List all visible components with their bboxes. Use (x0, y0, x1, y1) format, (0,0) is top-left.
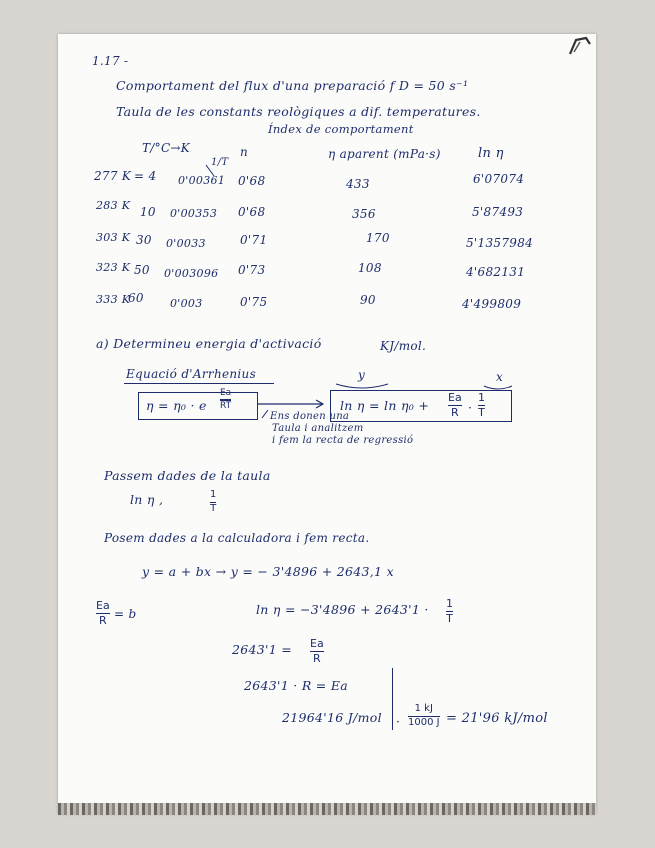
cell-inv-t: 0'0033 (166, 237, 206, 250)
header-ln-eta: ln η (478, 146, 504, 161)
one-over-t-fraction (478, 392, 485, 418)
cell-ln-eta: 4'499809 (462, 297, 522, 311)
step-1-fraction: Ea R (310, 637, 324, 665)
x-marker: x (496, 370, 504, 384)
cell-eta: 433 (346, 177, 370, 191)
ea-over-r-label: Ea R (96, 599, 110, 627)
regression-line: y = a + bx → y = − 3'4896 + 2643,1 x (142, 564, 394, 579)
cell-n: 0'71 (240, 233, 268, 247)
binder-clip-icon (566, 36, 592, 56)
cell-n: 0'68 (238, 205, 266, 219)
cell-ln-eta: 6'07074 (473, 172, 525, 186)
step-2: 2643'1 · R = Ea (244, 678, 349, 693)
step-1: 2643'1 = (232, 642, 293, 657)
cell-eta: 356 (352, 207, 376, 221)
section-a-title: a) Determineu energia d'activació (96, 336, 322, 351)
note-line-3: i fem la recta de regressió (272, 435, 414, 446)
arrhenius-label: Equació d'Arrhenius (126, 367, 257, 381)
arrhenius-equation: η = η₀ · e (146, 398, 207, 413)
ea-over-r-fraction (448, 392, 462, 418)
fraction-numerator: Ea (448, 391, 462, 404)
cell-inv-t: 0'00361 (178, 174, 226, 187)
final-result: = 21'96 kJ/mol (446, 711, 548, 726)
cell-celsius: 60 (128, 291, 144, 305)
header-temperature: T/°C→K (142, 141, 191, 155)
cell-kelvin: 303 K (96, 231, 131, 244)
cell-kelvin: 333 K (96, 293, 131, 306)
conversion-divider (392, 668, 393, 730)
exponent-denominator: RT (220, 400, 232, 411)
equals-b: = b (114, 607, 137, 621)
header-eta-apparent: η aparent (mPa·s) (328, 147, 441, 161)
cell-kelvin: 277 K (94, 169, 132, 183)
exponent-numerator: Ea (220, 388, 232, 398)
problem-number: 1.17 - (92, 54, 129, 68)
conversion-fraction: 1 kJ 1000 J (408, 703, 440, 728)
cell-celsius: = 4 (134, 169, 157, 183)
cell-n: 0'75 (240, 295, 268, 309)
cell-celsius: 30 (136, 233, 152, 247)
y-marker: y (358, 368, 366, 382)
fraction-denominator: R (451, 405, 459, 419)
cell-kelvin: 323 K (96, 261, 131, 274)
fraction-numerator: 1 (478, 391, 485, 404)
cell-celsius: 50 (134, 263, 150, 277)
problem-statement: Comportament del flux d'una preparació f D = 50 s⁻¹ (116, 78, 469, 93)
exponent-fraction (220, 389, 231, 411)
torn-page-edge (58, 803, 596, 815)
cell-ln-eta: 5'87493 (472, 205, 524, 219)
note-line-1: Ens donen una (270, 411, 350, 422)
linear-equation: ln η = ln η₀ + (340, 398, 430, 413)
header-n: n (240, 145, 249, 159)
section-a-unit: KJ/mol. (380, 339, 427, 353)
cell-inv-t: 0'003096 (164, 267, 219, 280)
cell-eta: 170 (366, 231, 390, 245)
cell-inv-t: 0'003 (170, 297, 203, 310)
table-caption: Taula de les constants reològiques a dif. temperatures. (116, 104, 481, 119)
calculator-text: Posem dades a la calculadora i fem recta. (104, 531, 370, 545)
header-inv-t: 1/T (211, 157, 229, 168)
fraction-denominator: T (478, 405, 485, 419)
cell-kelvin: 283 K (96, 199, 131, 212)
note-line-2: Taula i analitzem (272, 423, 364, 434)
result-value: 21964'16 J/mol (282, 710, 382, 725)
ln-line-fraction: 1 T (446, 597, 453, 625)
cell-inv-t: 0'00353 (170, 207, 218, 220)
cell-celsius: 10 (140, 205, 156, 219)
inv-t-fraction: 1 T (210, 489, 217, 514)
arrhenius-underline (124, 383, 274, 384)
cell-n: 0'68 (238, 174, 266, 188)
cell-eta: 90 (360, 293, 376, 307)
ln-eta-line: ln η = −3'4896 + 2643'1 · (256, 602, 429, 617)
pass-vars-text: ln η , (130, 492, 164, 507)
cell-n: 0'73 (238, 263, 266, 277)
cell-eta: 108 (358, 261, 382, 275)
cell-ln-eta: 4'682131 (466, 265, 526, 279)
header-index-note: Índex de comportament (268, 122, 414, 136)
cell-ln-eta: 5'1357984 (466, 236, 534, 250)
pass-data-text: Passem dades de la taula (104, 468, 271, 483)
